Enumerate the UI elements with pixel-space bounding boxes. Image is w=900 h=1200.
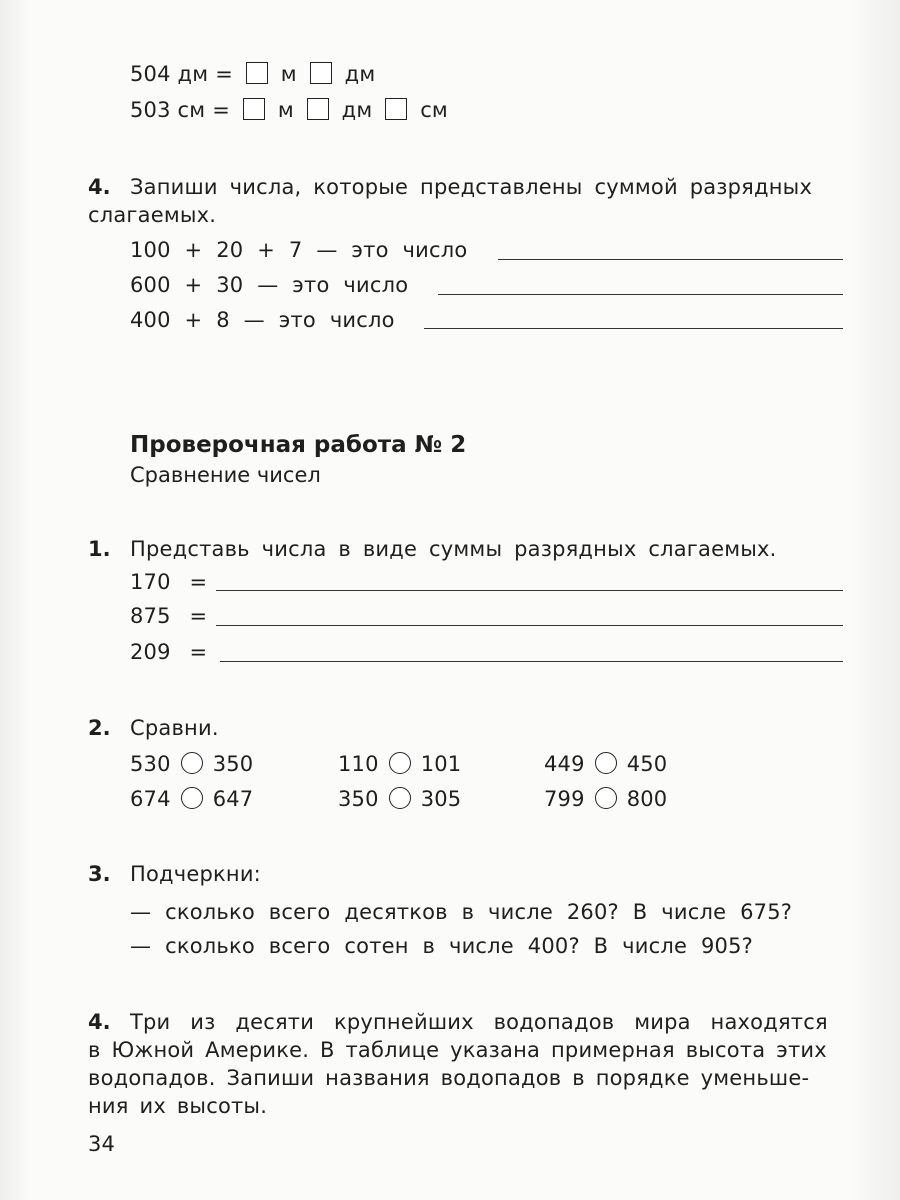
compare-circle[interactable]	[595, 787, 617, 809]
compare-pair	[544, 752, 667, 776]
number-label: 875 =	[130, 604, 208, 628]
compare-pair	[130, 787, 253, 811]
answer-line[interactable]	[438, 294, 843, 295]
compare-left: 449	[544, 752, 585, 776]
compare-left: 799	[544, 787, 585, 811]
unit-row-2-left: 503 см =	[130, 98, 231, 122]
answer-line[interactable]	[220, 661, 843, 662]
compare-right: 647	[212, 787, 254, 811]
task-line: — сколько всего десятков в числе 260? В числе 675?	[130, 900, 793, 924]
compare-left: 110	[338, 752, 379, 776]
compare-circle[interactable]	[389, 752, 411, 774]
answer-line[interactable]	[424, 328, 843, 329]
task-text: Представь числа в виде суммы разрядных слагаемых.	[130, 537, 777, 561]
task-number: 3.	[88, 862, 111, 886]
number-label: 209 =	[130, 640, 208, 664]
answer-box[interactable]	[243, 98, 265, 120]
unit-label: м	[280, 62, 297, 86]
compare-circle[interactable]	[181, 787, 203, 809]
page-edge-shadow-right	[850, 0, 900, 1200]
compare-right: 450	[626, 752, 668, 776]
task-text: Сравни.	[130, 716, 219, 740]
unit-row-2	[130, 98, 448, 122]
compare-right: 800	[626, 787, 668, 811]
answer-box[interactable]	[307, 98, 329, 120]
compare-circle[interactable]	[181, 752, 203, 774]
answer-box[interactable]	[246, 62, 268, 84]
expression: 100 + 20 + 7 — это число	[130, 238, 468, 262]
task-text: водопадов. Запиши названия водопадов в порядке уменьше-	[88, 1066, 810, 1090]
compare-pair	[338, 787, 461, 811]
compare-left: 530	[130, 752, 171, 776]
answer-box[interactable]	[385, 98, 407, 120]
compare-circle[interactable]	[389, 787, 411, 809]
section-subtitle: Сравнение чисел	[130, 463, 321, 487]
compare-pair	[130, 752, 253, 776]
compare-circle[interactable]	[595, 752, 617, 774]
unit-label: м	[277, 98, 294, 122]
page-number: 34	[88, 1132, 116, 1156]
compare-pair	[544, 787, 667, 811]
unit-row-1	[130, 62, 375, 86]
compare-right: 350	[212, 752, 254, 776]
expression: 400 + 8 — это число	[130, 308, 395, 332]
answer-line[interactable]	[216, 590, 843, 591]
task-text: слагаемых.	[88, 203, 217, 227]
task-number: 4.	[88, 1010, 111, 1034]
task-text: Три из десяти крупнейших водопадов мира находятся	[130, 1010, 828, 1034]
section-title: Проверочная работа № 2	[130, 432, 467, 458]
compare-pair	[338, 752, 461, 776]
task-text: ния их высоты.	[88, 1094, 268, 1118]
task-text: Запиши числа, которые представлены суммой разрядных	[130, 175, 813, 199]
compare-left: 674	[130, 787, 171, 811]
answer-box[interactable]	[310, 62, 332, 84]
task-number: 1.	[88, 537, 111, 561]
compare-right: 101	[420, 752, 462, 776]
unit-label: см	[420, 98, 448, 122]
task-text: Подчеркни:	[130, 862, 261, 886]
task-text: в Южной Америке. В таблице указана примерная высота этих	[88, 1038, 827, 1062]
page-edge-shadow-left	[0, 0, 30, 1200]
number-label: 170 =	[130, 570, 208, 594]
compare-left: 350	[338, 787, 379, 811]
answer-line[interactable]	[498, 259, 843, 260]
task-number: 4.	[88, 175, 111, 199]
unit-row-1-left: 504 дм =	[130, 62, 233, 86]
unit-label: дм	[344, 62, 376, 86]
expression: 600 + 30 — это число	[130, 273, 409, 297]
task-number: 2.	[88, 716, 111, 740]
task-line: — сколько всего сотен в числе 400? В числе 905?	[130, 934, 754, 958]
unit-label: дм	[341, 98, 373, 122]
answer-line[interactable]	[216, 625, 843, 626]
compare-right: 305	[420, 787, 462, 811]
